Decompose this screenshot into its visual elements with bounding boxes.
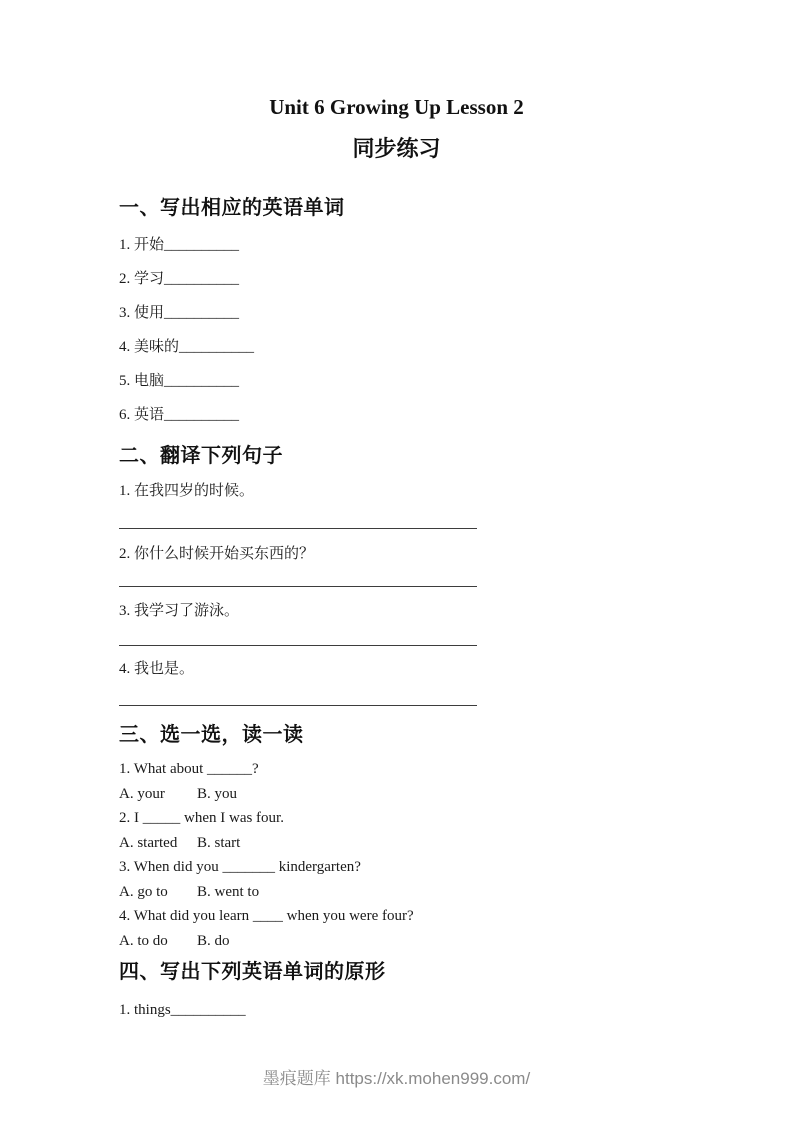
- word-item: 4. 美味的__________: [119, 339, 255, 355]
- doc-title: Unit 6 Growing Up Lesson 2: [269, 95, 524, 119]
- section-4-heading: 四、写出下列英语单词的原形: [119, 961, 386, 983]
- answer-line: [119, 528, 477, 529]
- option-row: [119, 782, 733, 807]
- translate-sentence: 4. 我也是。: [119, 661, 195, 677]
- option-row: [119, 831, 733, 856]
- question-text: 4. What did you learn ____ when you were four?: [119, 908, 414, 924]
- option-b: B. start: [197, 834, 241, 851]
- word-item: 1. things__________: [119, 1002, 246, 1018]
- option-a: A. started: [119, 834, 178, 851]
- section-1-heading: 一、写出相应的英语单词: [119, 197, 345, 219]
- translate-sentence: 3. 我学习了游泳。: [119, 603, 240, 619]
- section-1-word-list: [119, 228, 733, 432]
- section-2-heading: 二、翻译下列句子: [119, 445, 283, 467]
- answer-line: [119, 645, 477, 646]
- question-text: 3. When did you _______ kindergarten?: [119, 859, 361, 875]
- word-item: 6. 英语__________: [119, 407, 240, 423]
- word-item: 3. 使用__________: [119, 305, 240, 321]
- section-3-heading: 三、选一选，读一读: [119, 724, 304, 746]
- option-a: A. to do: [119, 932, 168, 949]
- option-b: B. you: [197, 785, 238, 802]
- translate-sentence: 1. 在我四岁的时候。: [119, 483, 255, 499]
- option-b: B. went to: [197, 883, 260, 900]
- footer-credit: 墨痕题库 https://xk.mohen999.com/: [262, 1069, 531, 1088]
- option-a: A. your: [119, 785, 165, 802]
- worksheet-content: [119, 194, 733, 1020]
- doc-subtitle: 同步练习: [352, 136, 441, 161]
- answer-line: [119, 705, 477, 706]
- translate-sentence: 2. 你什么时候开始买东西的？: [119, 546, 315, 562]
- option-row: [119, 880, 733, 905]
- option-b: B. do: [197, 932, 230, 949]
- word-item: 5. 电脑__________: [119, 373, 240, 389]
- section-3-questions: [119, 757, 733, 953]
- word-item: 1. 开始__________: [119, 237, 240, 253]
- answer-line: [119, 586, 477, 587]
- word-item: 2. 学习__________: [119, 271, 240, 287]
- question-text: 1. What about ______?: [119, 761, 259, 777]
- option-row: [119, 929, 733, 954]
- option-a: A. go to: [119, 883, 168, 900]
- question-text: 2. I _____ when I was four.: [119, 810, 284, 826]
